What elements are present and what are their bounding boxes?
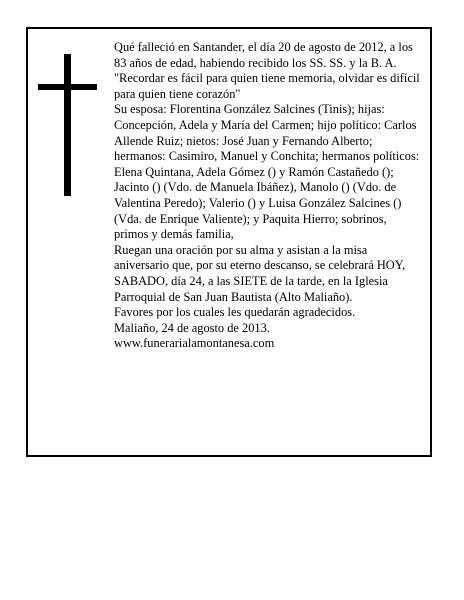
cross-horizontal-bar (38, 84, 97, 90)
quote-paragraph: "Recordar es fácil para quien tiene memoria, olvidar es difícil para quien tiene corazón" (114, 71, 420, 101)
website-link[interactable]: www.funerarialamontanesa.com (114, 336, 275, 351)
family-paragraph: Su esposa: Florentina González Salcines (Tinis); hijas: Concepción, Adela y María del Carmen; hijo político: Carlos Allende Ruiz; nietos: José Juan y Fernando Alberto; hermanos: Casimiro, Manuel y Conchita; hermanos políticos: Elena Quintana, Adela Gómez () y Ramón Castañedo (); Jacinto () (Vdo. de Manuela Ibáñez), Manolo () (Vdo. de Valentina Peredo); Valerio () y Luisa González Salcines () (Vda. de Enrique Valiente); y Paquita Hierro; sobrinos, primos y demás familia, (114, 102, 420, 242)
intro-paragraph: Qué falleció en Santander, el día 20 de agosto de 2012, a los 83 años de edad, habiendo recibido los SS. SS. y la B. A. (114, 40, 413, 70)
mass-paragraph: Ruegan una oración por su alma y asistan a la misa aniversario que, por su eterno descanso, se celebrará HOY, SABADO, día 24, a las SIETE de la tarde, en la Iglesia Parroquial de San Juan Bautista (Alto Maliaño). (114, 242, 406, 304)
cross-vertical-bar (64, 54, 71, 196)
thanks-paragraph: Favores por los cuales les quedarán agradecidos. (114, 305, 356, 320)
date-line: Maliaño, 24 de agosto de 2013. (114, 320, 270, 335)
notice-text (114, 40, 424, 352)
